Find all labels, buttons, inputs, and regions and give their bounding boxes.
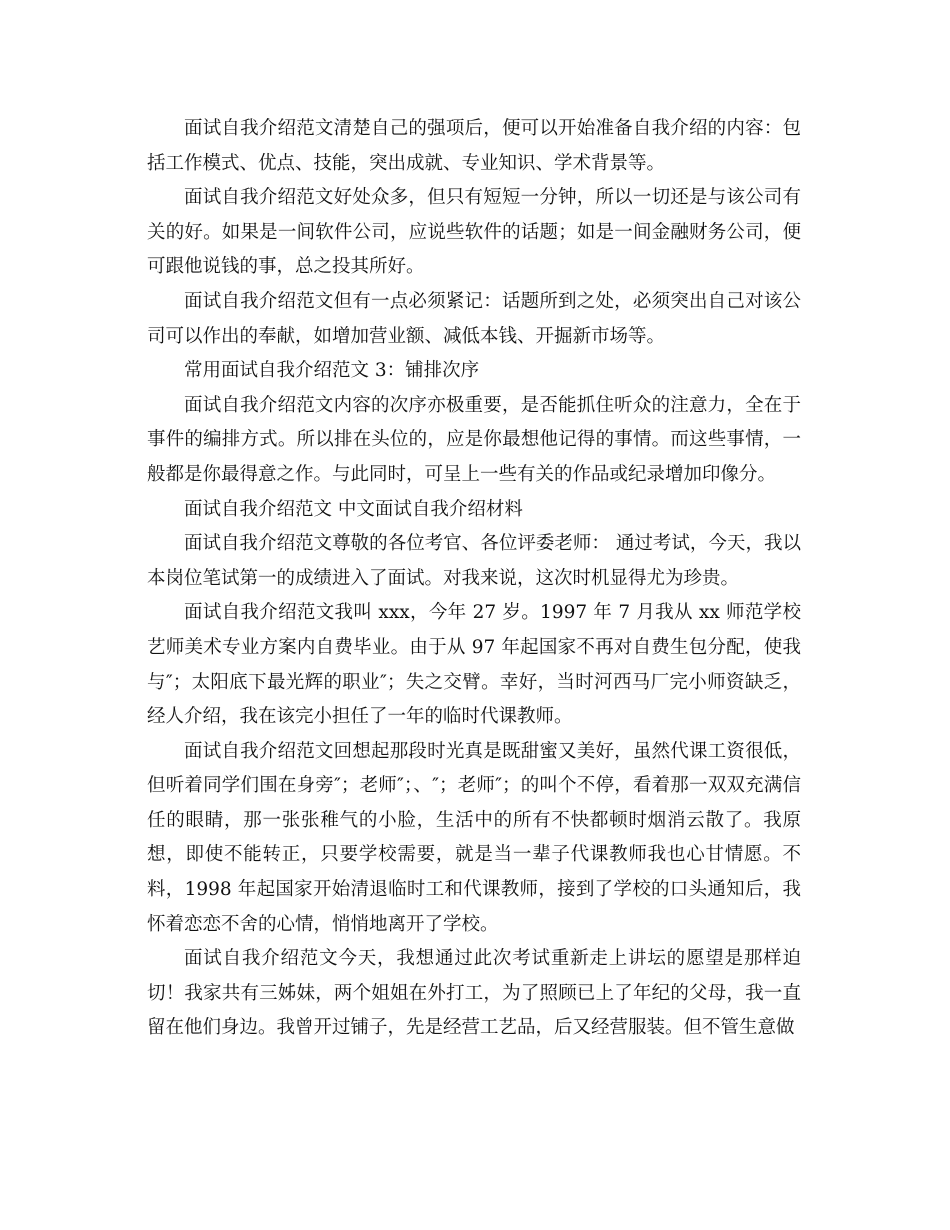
paragraph: 面试自我介绍范文好处众多，但只有短短一分钟，所以一切还是与该公司有关的好。如果是一间软件公司，应说些软件的话题；如是一间金融财务公司，便可跟他说钱的事，总之投其所好。 [147, 187, 801, 278]
paragraph: 面试自我介绍范文尊敬的各位考官、各位评委老师： 通过考试，今天，我以本岗位笔试第一的成绩进入了面试。对我来说，这次时机显得尤为珍贵。 [147, 533, 801, 589]
paragraph: 面试自我介绍范文回想起那段时光真是既甜蜜又美好，虽然代课工资很低，但听着同学们围在身旁″；老师″；、″；老师″；的叫个不停，看着那一双双充满信任的眼睛，那一张张稚气的小脸，生活中的所有不快都顿时烟消云散了。我原想，即使不能转正，只要学校需要，就是当一辈子代课教师我也心甘情愿。不料，1998 年起国家开始清退临时工和代课教师，接到了学校的口头通知后，我怀着恋恋不舍的心情，悄悄地离开了学校。 [147, 740, 801, 935]
paragraph: 面试自我介绍范文清楚自己的强项后，便可以开始准备自我介绍的内容：包括工作模式、优点、技能，突出成就、专业知识、学术背景等。 [147, 118, 801, 174]
paragraph: 面试自我介绍范文我叫 xxx，今年 27 岁。1997 年 7 月我从 xx 师范学校艺师美术专业方案内自费毕业。由于从 97 年起国家不再对自费生包分配，使我与″；太阳底下最光辉的职业″；失之交臂。幸好，当时河西马厂完小师资缺乏，经人介绍，我在该完小担任了一年的临时代课教师。 [147, 602, 801, 728]
paragraph: 面试自我介绍范文内容的次序亦极重要，是否能抓住听众的注意力，全在于事件的编排方式。所以排在头位的，应是你最想他记得的事情。而这些事情，一般都是你最得意之作。与此同时，可呈上一些有关的作品或纪录增加印像分。 [147, 394, 801, 485]
paragraph: 面试自我介绍范文今天，我想通过此次考试重新走上讲坛的愿望是那样迫切！我家共有三姊妹，两个姐姐在外打工，为了照顾已上了年纪的父母，我一直留在他们身边。我曾开过铺子，先是经营工艺品，后又经营服装。但不管生意做 [147, 948, 801, 1039]
section-heading: 面试自我介绍范文 中文面试自我介绍材料 [184, 498, 523, 520]
document-body [147, 112, 801, 1046]
section-heading: 常用面试自我介绍范文 3：铺排次序 [184, 360, 480, 382]
paragraph: 面试自我介绍范文但有一点必须紧记：话题所到之处，必须突出自己对该公司可以作出的奉献，如增加营业额、减低本钱、开掘新市场等。 [147, 290, 801, 347]
